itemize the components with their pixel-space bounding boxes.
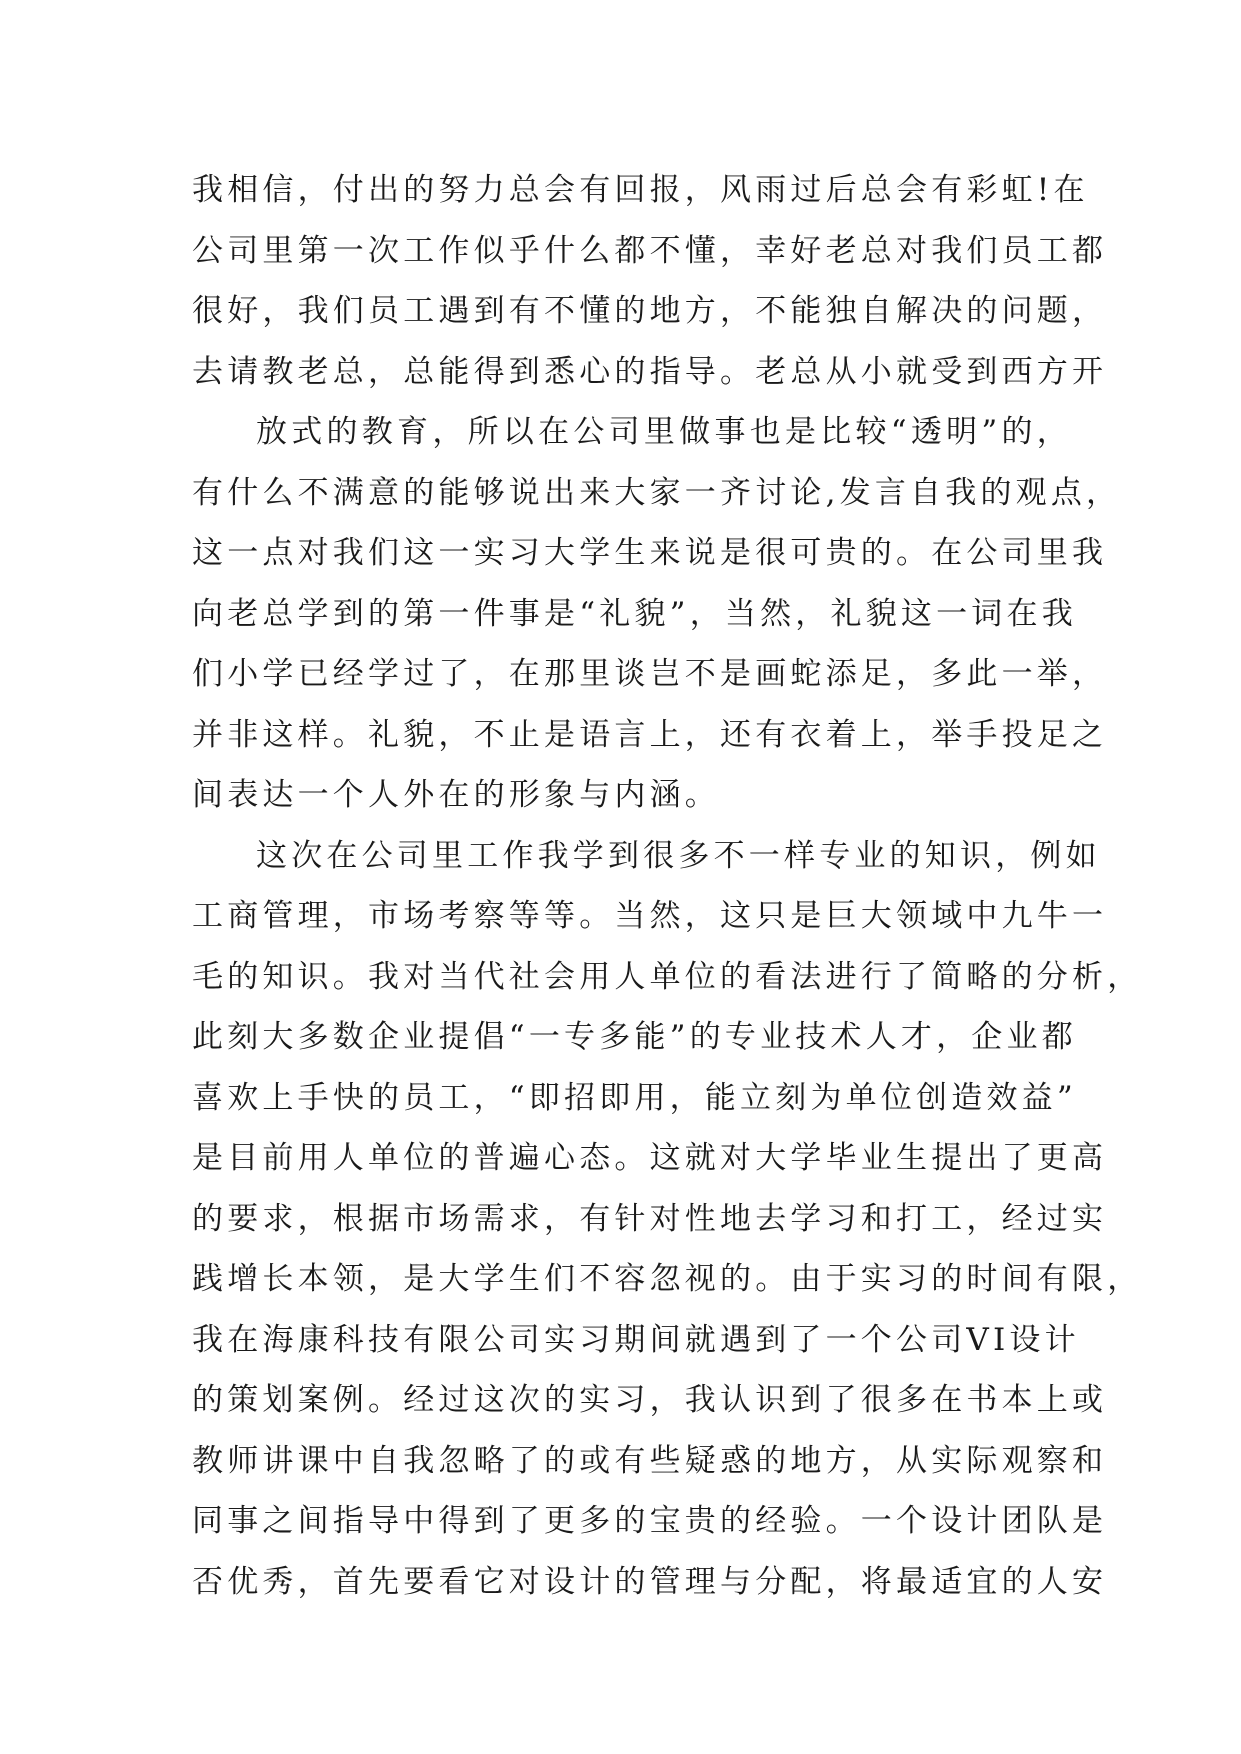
text-line: 这一点对我们这一实习大学生来说是很可贵的。在公司里我	[192, 535, 1108, 571]
text-line: 并非这样。礼貌，不止是语言上，还有衣着上，举手投足之	[192, 716, 1108, 753]
text-line: 们小学已经学过了，在那里谈岂不是画蛇添足，多此一举，	[192, 656, 1108, 692]
text-line: 我在海康科技有限公司实习期间就遇到了一个公司VI设计	[192, 1321, 1080, 1358]
text-line: 放式的教育，所以在公司里做事也是比较“透明”的，	[256, 414, 1072, 450]
text-line: 否优秀，首先要看它对设计的管理与分配，将最适宜的人安	[192, 1563, 1108, 1600]
text-line: 毛的知识。我对当代社会用人单位的看法进行了简略的分析，	[192, 958, 1143, 995]
text-line: 的要求，根据市场需求，有针对性地去学习和打工，经过实	[192, 1200, 1108, 1237]
text-line: 间表达一个人外在的形象与内涵。	[192, 777, 720, 813]
text-line: 此刻大多数企业提倡“一专多能”的专业技术人才，企业都	[192, 1019, 1077, 1055]
text-line: 去请教老总，总能得到悉心的指导。老总从小就受到西方开	[192, 353, 1108, 390]
text-line: 这次在公司里工作我学到很多不一样专业的知识，例如	[256, 837, 1101, 874]
text-line: 向老总学到的第一件事是“礼貌”，当然，礼貌这一词在我	[192, 595, 1077, 632]
text-line: 教师讲课中自我忽略了的或有些疑惑的地方，从实际观察和	[192, 1442, 1108, 1479]
text-line: 喜欢上手快的员工，“即招即用，能立刻为单位创造效益”	[192, 1079, 1077, 1116]
text-line: 有什么不满意的能够说出来大家一齐讨论,发言自我的观点，	[192, 474, 1122, 511]
text-line: 公司里第一次工作似乎什么都不懂，幸好老总对我们员工都	[192, 232, 1108, 269]
text-line: 很好，我们员工遇到有不懂的地方，不能独自解决的问题，	[192, 293, 1108, 329]
text-line: 我相信，付出的努力总会有回报，风雨过后总会有彩虹!在	[192, 172, 1089, 208]
body-text	[192, 160, 1143, 1612]
text-line: 是目前用人单位的普遍心态。这就对大学毕业生提出了更高	[192, 1140, 1108, 1176]
text-line: 同事之间指导中得到了更多的宝贵的经验。一个设计团队是	[192, 1503, 1108, 1539]
text-line: 工商管理，市场考察等等。当然，这只是巨大领域中九牛一	[192, 898, 1108, 934]
text-line: 的策划案例。经过这次的实习，我认识到了很多在书本上或	[192, 1382, 1108, 1418]
text-line: 践增长本领，是大学生们不容忽视的。由于实习的时间有限，	[192, 1261, 1143, 1297]
